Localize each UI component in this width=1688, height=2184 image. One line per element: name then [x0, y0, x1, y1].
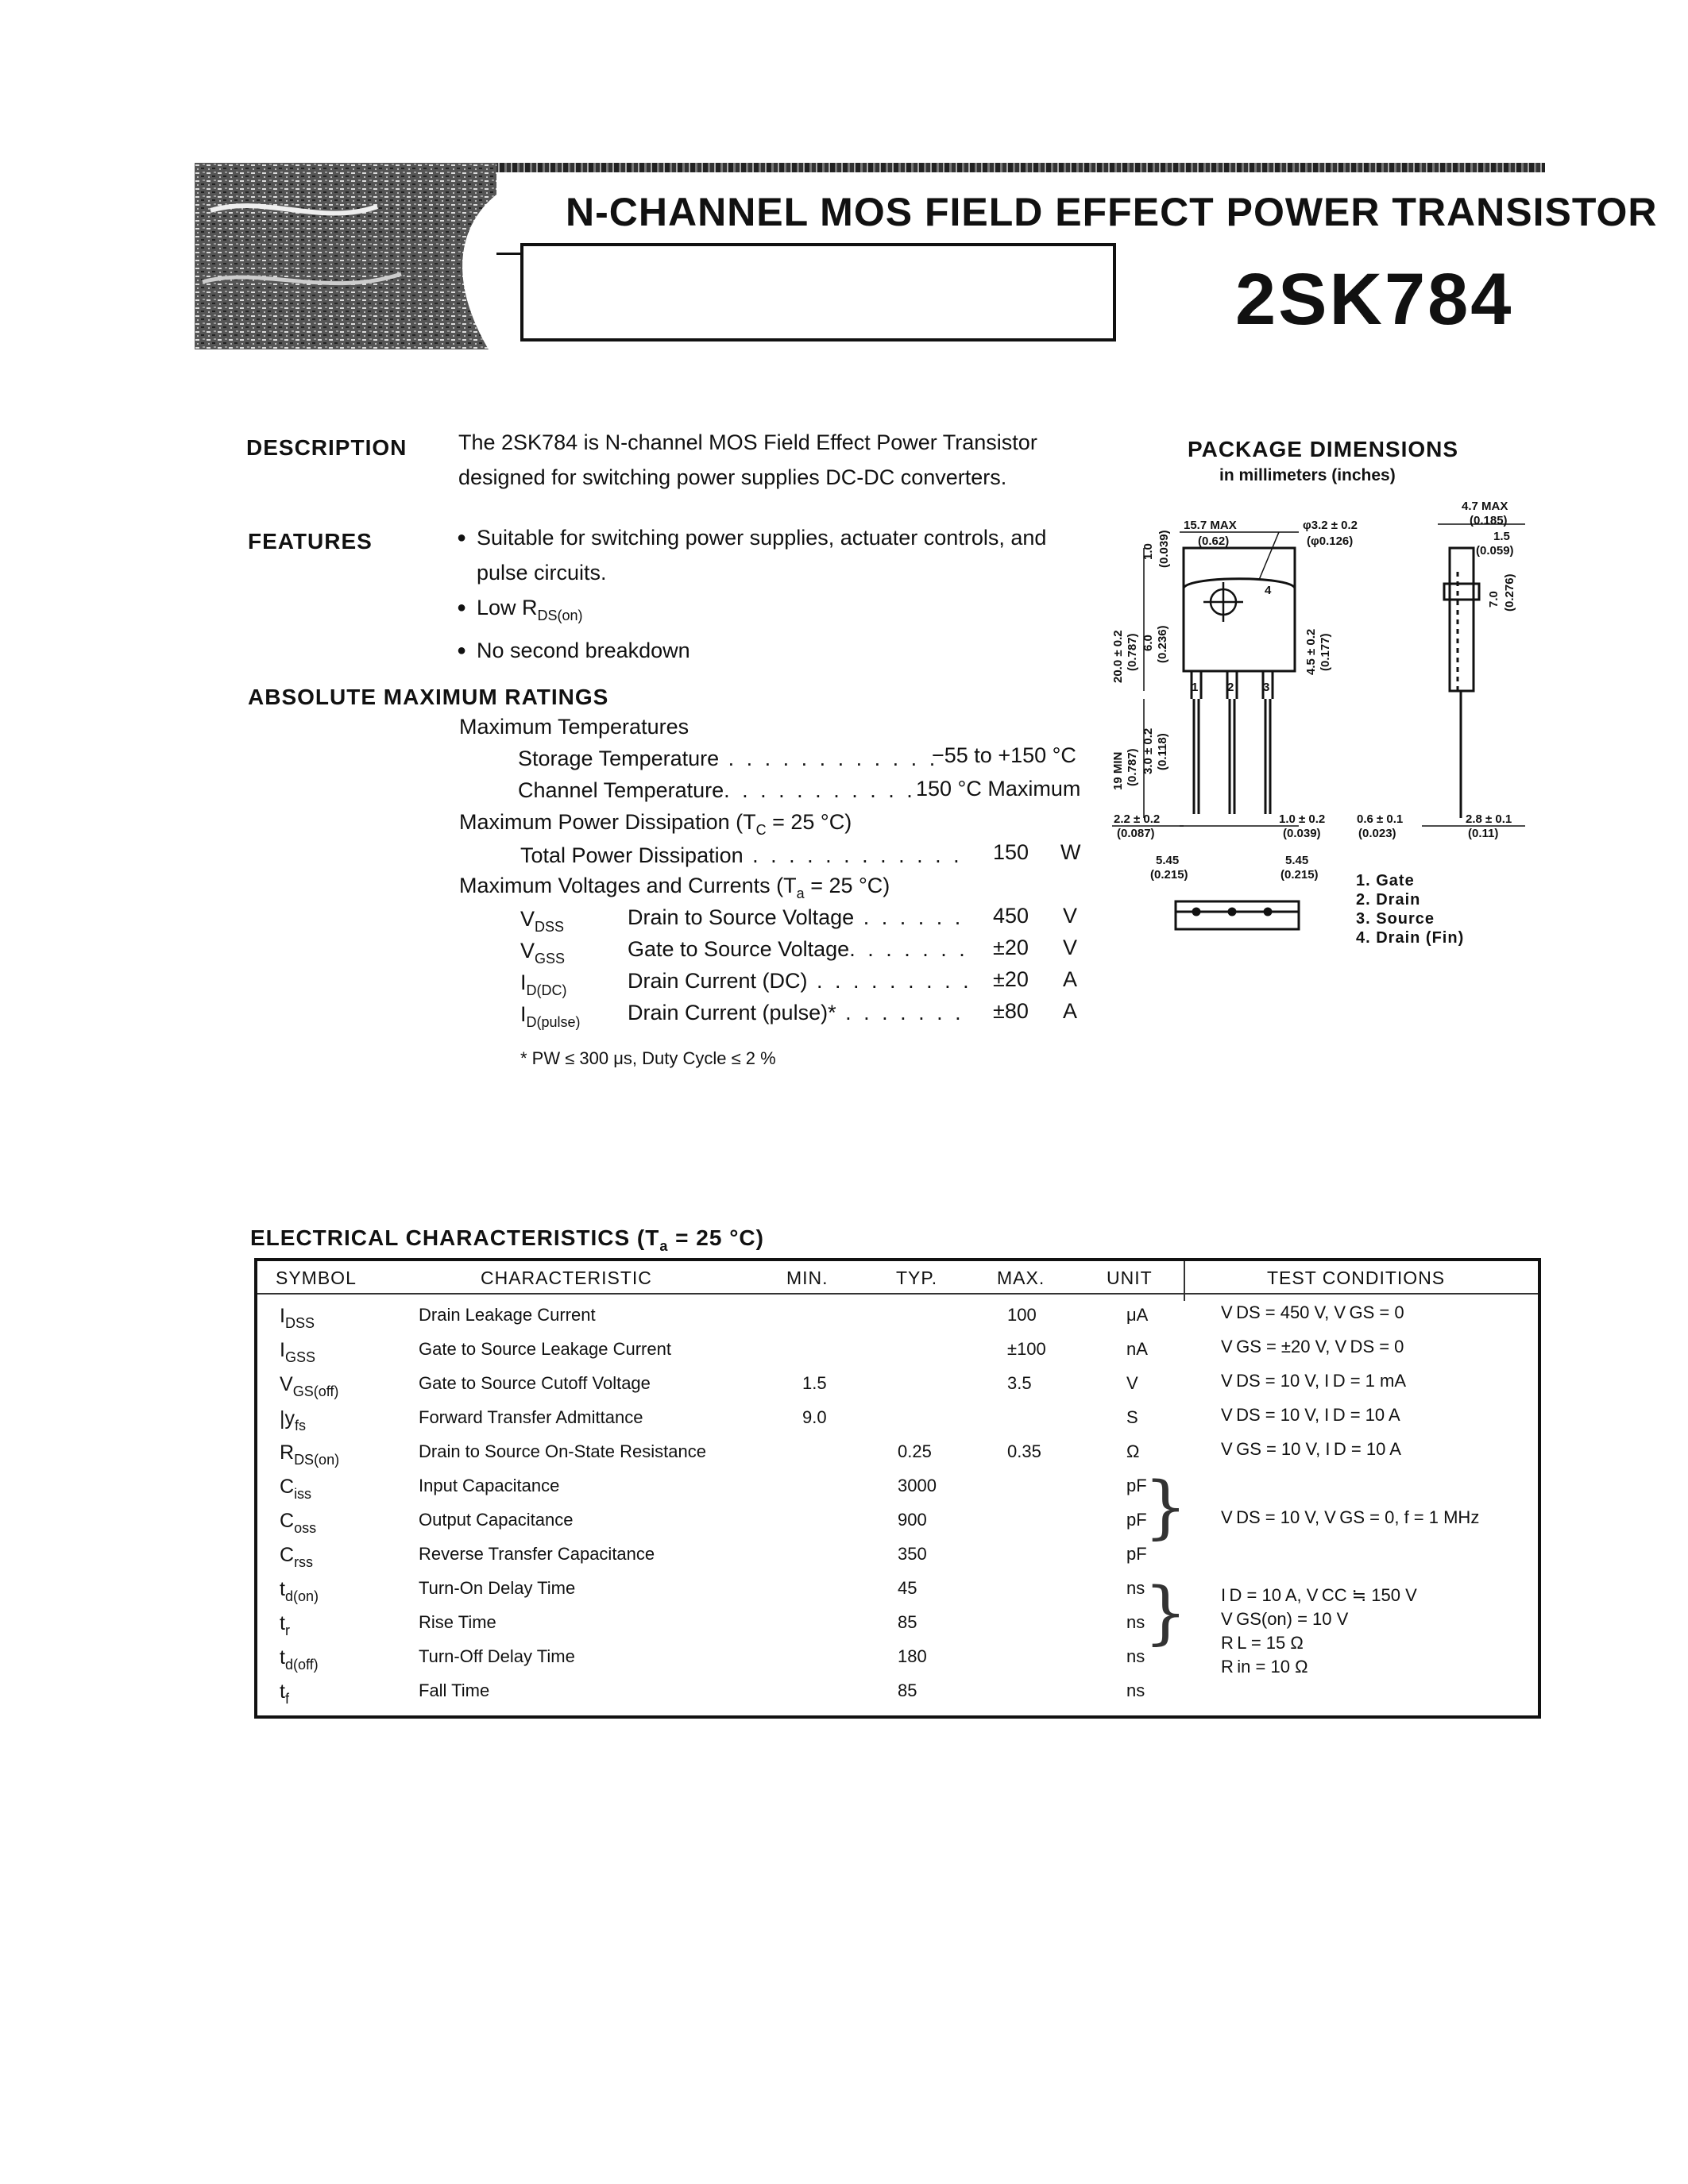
row-typ: 45: [898, 1578, 917, 1598]
package-drawing: [1096, 500, 1541, 945]
row-symbol: $t_{d(off)}$: [280, 1646, 319, 1673]
table-header-divider: [1184, 1261, 1185, 1301]
rating-value: ±80: [993, 999, 1029, 1023]
side-view: [1444, 548, 1479, 818]
bottom-view: [1176, 901, 1299, 929]
feature-item: [457, 520, 1116, 590]
dimension-text: (0.62): [1198, 534, 1230, 548]
rating-symbol: $V_{GSS}$: [520, 939, 566, 967]
row-unit: pF: [1126, 1476, 1147, 1495]
dimension-text: 15.7 MAX: [1184, 519, 1237, 532]
dimension-text: 4.5 ± 0.2: [1304, 628, 1318, 675]
dimension-text: (0.023): [1358, 827, 1396, 840]
description-line: The 2SK784 is N-channel MOS Field Effect Power Transistor: [458, 430, 1037, 454]
rating-label: Gate to Source Voltage. . . . . . .: [628, 937, 968, 961]
test-condition: V DS = 10 V, I D = 10 A: [1221, 1405, 1400, 1425]
dimension-text: (φ0.126): [1307, 534, 1354, 548]
pin-legend-item: 1. Gate: [1356, 872, 1415, 889]
row-unit: ns: [1126, 1680, 1145, 1700]
row-unit: nA: [1126, 1339, 1148, 1359]
row-typ: 0.25: [898, 1441, 932, 1461]
total-power-value: 150: [993, 840, 1029, 864]
row-symbol: $t_f$: [280, 1680, 289, 1707]
row-name: Turn-Off Delay Time: [419, 1646, 575, 1666]
row-symbol: $R_{DS(on)}$: [280, 1441, 340, 1468]
pin-number: 1: [1192, 681, 1199, 694]
row-unit: Ω: [1126, 1441, 1140, 1461]
dimension-text: 4.7 MAX: [1462, 500, 1508, 513]
dimension-text: (0.276): [1503, 573, 1516, 612]
total-power-unit: W: [1060, 840, 1081, 864]
row-symbol: $C_{iss}$: [280, 1476, 312, 1502]
voltages-currents-heading: Maximum Voltages and Currents ($T_a = 25$ °C): [459, 874, 890, 901]
test-condition: V GS = ±20 V, V DS = 0: [1221, 1337, 1404, 1356]
row-symbol: $I_{GSS}$: [280, 1339, 315, 1365]
pulse-footnote: * PW ≤ 300 μs, Duty Cycle ≤ 2 %: [520, 1048, 776, 1068]
dimension-text: 3.0 ± 0.2: [1141, 727, 1155, 774]
feature-item: [457, 633, 1116, 668]
package-body: [1184, 548, 1295, 671]
dimension-text: 5.45: [1285, 854, 1309, 867]
row-typ: 85: [898, 1612, 917, 1632]
capacitance-brace: }: [1144, 1468, 1188, 1547]
row-name: Reverse Transfer Capacitance: [419, 1544, 655, 1564]
test-condition: V GS = 10 V, I D = 10 A: [1221, 1439, 1401, 1459]
rating-label: Drain to Source Voltage . . . . . .: [628, 905, 964, 929]
dimension-text: (0.787): [1126, 748, 1139, 786]
description-heading: DESCRIPTION: [246, 435, 408, 460]
test-condition: I D = 10 A, V CC ≒ 150 V: [1221, 1585, 1417, 1605]
row-max: 3.5: [1007, 1373, 1032, 1393]
table-header-rule: [257, 1293, 1538, 1295]
dimension-text: 2.8 ± 0.1: [1466, 812, 1512, 826]
dimension-text: (0.11): [1468, 827, 1499, 840]
row-unit: ns: [1126, 1578, 1145, 1598]
dimension-text: 0.6 ± 0.1: [1357, 812, 1404, 826]
part-number: 2SK784: [1235, 259, 1514, 340]
pin-legend-item: 3. Source: [1356, 910, 1435, 928]
mounting-hole: [1203, 582, 1243, 622]
ratings-heading: ABSOLUTE MAXIMUM RATINGS: [248, 685, 609, 709]
dimension-text: (0.118): [1156, 733, 1169, 770]
row-name: Output Capacitance: [419, 1510, 574, 1530]
test-condition: V DS = 10 V, V GS = 0, f = 1 MHz: [1221, 1507, 1480, 1527]
row-typ: 3000: [898, 1476, 937, 1495]
row-name: Rise Time: [419, 1612, 496, 1632]
test-condition: R L = 15 Ω: [1221, 1633, 1304, 1653]
row-min: 1.5: [802, 1373, 827, 1393]
row-symbol: $t_{d(on)}$: [280, 1578, 319, 1604]
pin-number: 4: [1265, 584, 1272, 597]
channel-temp-label: Channel Temperature. . . . . . . . . . .: [518, 778, 916, 802]
row-unit: μA: [1126, 1305, 1149, 1325]
rating-unit: A: [1063, 999, 1078, 1023]
dimension-text: (0.215): [1150, 868, 1188, 882]
feature-item: [457, 590, 1116, 633]
dimension-text: 20.0 ± 0.2: [1111, 630, 1125, 683]
rating-value: 450: [993, 904, 1029, 928]
row-name: Drain to Source On-State Resistance: [419, 1441, 706, 1461]
column-header: SYMBOL: [276, 1268, 357, 1288]
dimension-text: (0.177): [1319, 633, 1332, 671]
row-typ: 85: [898, 1680, 917, 1700]
description-line: designed for switching power supplies DC-DC converters.: [458, 465, 1007, 489]
pin-legend-item: 2. Drain: [1356, 891, 1421, 909]
header-texture-band: [195, 163, 496, 349]
channel-temp-value: 150 °C Maximum: [916, 777, 1081, 801]
row-unit: S: [1126, 1407, 1138, 1427]
row-name: Drain Leakage Current: [419, 1305, 596, 1325]
row-name: Gate to Source Leakage Current: [419, 1339, 671, 1359]
dimension-text: (0.039): [1283, 827, 1321, 840]
row-name: Gate to Source Cutoff Voltage: [419, 1373, 651, 1393]
dimension-text: (0.059): [1476, 544, 1514, 558]
electrical-heading: ELECTRICAL CHARACTERISTICS ($T_a = 25$ °C): [250, 1225, 764, 1254]
package-subheading: in millimeters (inches): [1219, 466, 1396, 484]
row-unit: pF: [1126, 1510, 1147, 1530]
rating-label: Drain Current (DC) . . . . . . . . .: [628, 969, 972, 993]
rating-value: ±20: [993, 967, 1029, 991]
feature-text: ● Suitable for switching power supplies, actuater controls, and: [477, 526, 1047, 550]
document-title: N-CHANNEL MOS FIELD EFFECT POWER TRANSISTOR: [566, 190, 1658, 234]
column-header: UNIT: [1107, 1268, 1153, 1288]
header-blank-box: [520, 243, 1116, 341]
column-header: MIN.: [786, 1268, 829, 1288]
row-symbol: $|y_{fs}$: [280, 1407, 307, 1433]
dimension-text: 19 MIN: [1111, 751, 1125, 790]
rating-symbol: $I_{D(DC)}$: [520, 970, 567, 998]
row-unit: V: [1126, 1373, 1138, 1393]
pin-legend-item: 4. Drain (Fin): [1356, 929, 1465, 947]
storage-temp-value: −55 to +150 °C: [932, 743, 1076, 767]
row-max: 100: [1007, 1305, 1037, 1325]
row-symbol: $V_{GS(off)}$: [280, 1373, 339, 1399]
rating-symbol: $V_{DSS}$: [520, 907, 565, 935]
row-unit: pF: [1126, 1544, 1147, 1564]
dimension-text: φ3.2 ± 0.2: [1303, 519, 1358, 532]
row-max: ±100: [1007, 1339, 1046, 1359]
feature-text: Low R: [477, 596, 538, 619]
row-symbol: $I_{DSS}$: [280, 1305, 315, 1331]
dimension-text: (0.087): [1117, 827, 1155, 840]
row-symbol: $C_{rss}$: [280, 1544, 314, 1570]
power-dissipation-heading: Maximum Power Dissipation ($T_C = 25$ °C): [459, 810, 852, 838]
column-header: TEST CONDITIONS: [1267, 1268, 1446, 1288]
dimension-lines: [1112, 524, 1525, 826]
dimension-text: 5.45: [1156, 854, 1180, 867]
dimension-text: (0.039): [1157, 530, 1171, 568]
row-min: 9.0: [802, 1407, 827, 1427]
dimension-text: 7.0: [1487, 591, 1501, 608]
description-text: [458, 425, 1110, 495]
rating-symbol: $I_{D(pulse)}$: [520, 1002, 581, 1030]
column-header: MAX.: [997, 1268, 1045, 1288]
switching-brace: }: [1144, 1573, 1188, 1653]
dimension-text: 6.0: [1141, 635, 1155, 651]
dimension-text: 1.0: [1141, 543, 1155, 560]
pin-number: 3: [1263, 681, 1270, 694]
row-name: Fall Time: [419, 1680, 490, 1700]
dimension-text: (0.215): [1280, 868, 1319, 882]
total-power-label: Total Power Dissipation . . . . . . . . . . . .: [520, 843, 963, 867]
storage-temp-label: Storage Temperature . . . . . . . . . . . .: [518, 747, 939, 770]
features-heading: FEATURES: [248, 529, 373, 554]
dimension-text: 1.5: [1493, 530, 1510, 543]
dimension-text: (0.185): [1470, 514, 1508, 527]
rating-unit: V: [1063, 904, 1078, 928]
dimension-text: (0.236): [1156, 625, 1169, 663]
pin-number: 2: [1227, 681, 1234, 694]
max-temperatures-label: Maximum Temperatures: [459, 715, 689, 739]
row-typ: 350: [898, 1544, 927, 1564]
rating-unit: V: [1063, 936, 1078, 959]
package-heading: PACKAGE DIMENSIONS: [1188, 437, 1459, 461]
row-max: 0.35: [1007, 1441, 1041, 1461]
test-condition: V DS = 450 V, V GS = 0: [1221, 1302, 1404, 1322]
dimension-text: 2.2 ± 0.2: [1114, 812, 1161, 826]
features-list: [457, 520, 1116, 668]
dimension-text: (0.787): [1126, 633, 1139, 671]
rating-value: ±20: [993, 936, 1029, 959]
row-symbol: $t_r$: [280, 1612, 290, 1638]
test-condition: R in = 10 Ω: [1221, 1657, 1308, 1677]
row-name: Turn-On Delay Time: [419, 1578, 576, 1598]
feature-text: pulse circuits.: [477, 561, 607, 585]
dimension-text: 1.0 ± 0.2: [1279, 812, 1326, 826]
row-name: Forward Transfer Admittance: [419, 1407, 643, 1427]
rating-unit: A: [1063, 967, 1078, 991]
row-name: Input Capacitance: [419, 1476, 560, 1495]
column-header: CHARACTERISTIC: [481, 1268, 652, 1288]
row-unit: ns: [1126, 1646, 1145, 1666]
row-symbol: $C_{oss}$: [280, 1510, 317, 1536]
test-condition: V DS = 10 V, I D = 1 mA: [1221, 1371, 1406, 1391]
column-header: TYP.: [896, 1268, 938, 1288]
header-rule: [496, 253, 520, 255]
row-typ: 900: [898, 1510, 927, 1530]
test-condition: V GS(on) = 10 V: [1221, 1609, 1349, 1629]
rating-label: Drain Current (pulse)* . . . . . . .: [628, 1001, 964, 1024]
row-unit: ns: [1126, 1612, 1145, 1632]
feature-text: No second breakdown: [477, 639, 690, 662]
feature-subscript: DS(on): [537, 608, 583, 623]
row-typ: 180: [898, 1646, 927, 1666]
